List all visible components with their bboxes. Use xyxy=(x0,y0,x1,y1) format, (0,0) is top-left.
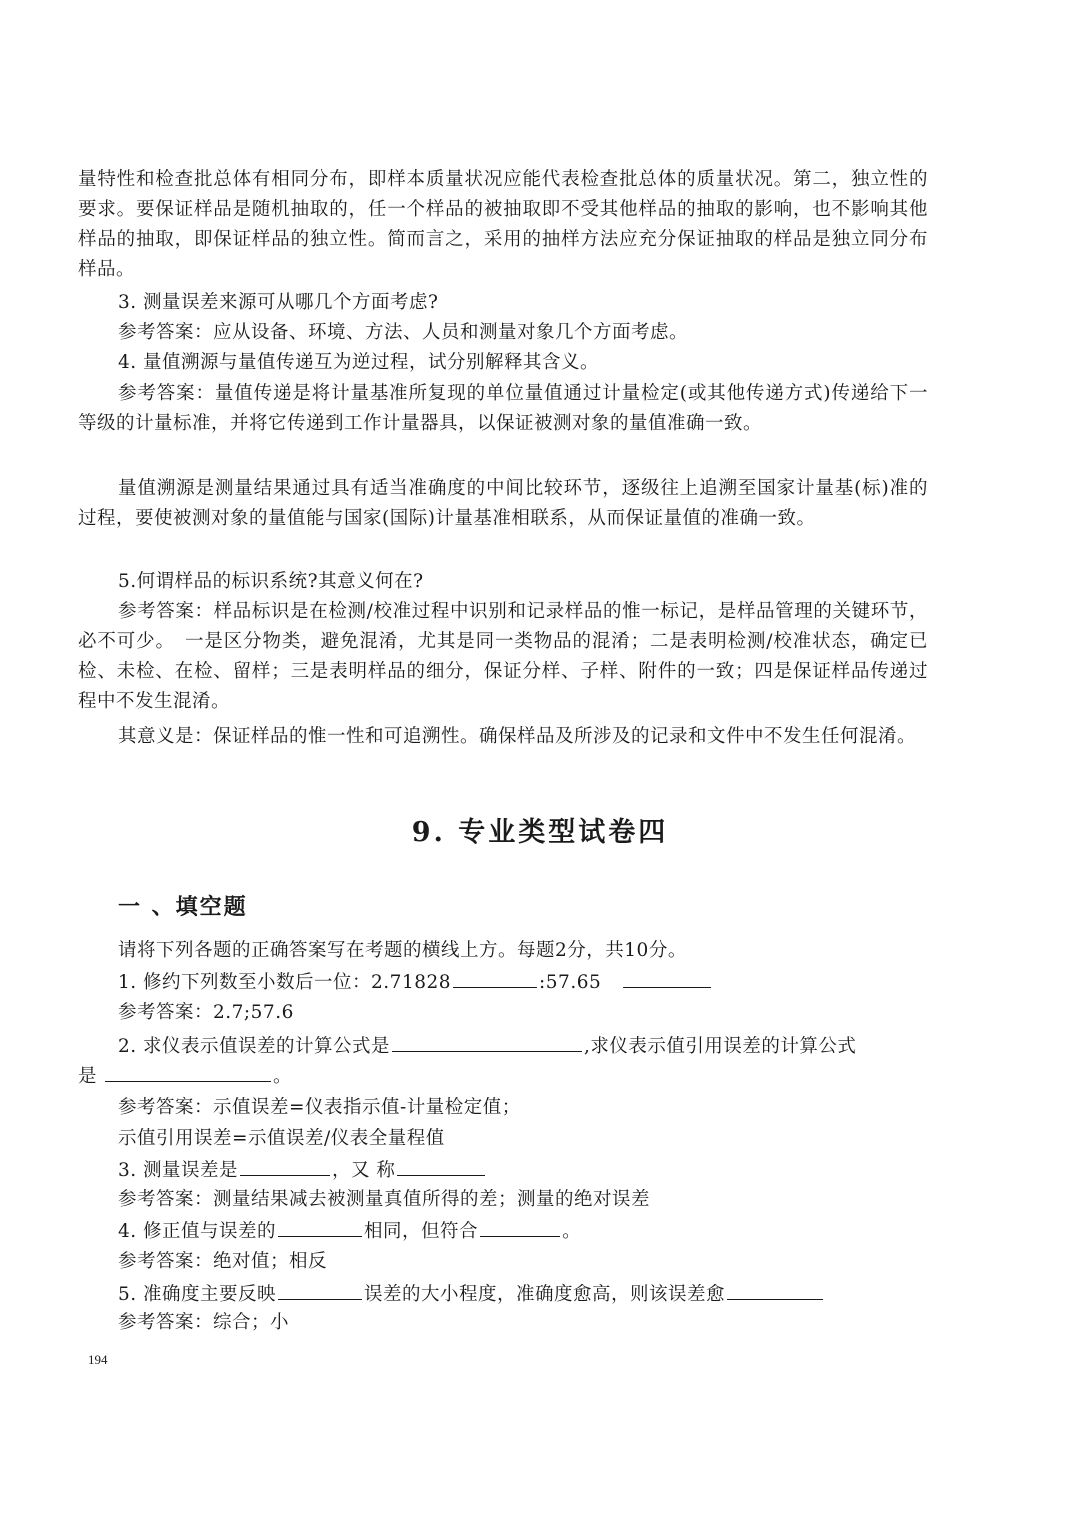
answer-blank xyxy=(240,1155,330,1176)
answer-blank xyxy=(392,1031,582,1052)
answer-blank xyxy=(397,1155,485,1176)
fill-answer-1: 参考答案：2.7;57.6 xyxy=(118,1002,294,1023)
fill-question-1-text-b: :57.65 xyxy=(539,972,602,993)
answer-4-part2: 量值溯源是测量结果通过具有适当准确度的中间比较环节，逐级往上追溯至国家计量基(标)准的过程，要使被测对象的量值能与国家(国际)计量基准相联系，从而保证量值的准确一致。 xyxy=(78,478,928,529)
instruction: 请将下列各题的正确答案写在考题的横线上方。每题2分，共10分。 xyxy=(118,940,687,961)
fill-question-2-text-a: 2. 求仪表示值误差的计算公式是 xyxy=(118,1036,391,1057)
answer-blank xyxy=(105,1061,271,1082)
fill-question-2-line1 xyxy=(118,1031,856,1062)
section-title: 一 、填空题 xyxy=(118,894,248,920)
intro-paragraph: 量特性和检查批总体有相同分布，即样本质量状况应能代表检查批总体的质量状况。第二，独立性的要求。要保证样品是随机抽取的，任一个样品的被抽取即不受其他样品的抽取的影响，也不影响其他样品的抽取，即保证样品的独立性。简而言之，采用的抽样方法应充分保证抽取的样品是独立同分布样品。 xyxy=(78,169,928,280)
question-4: 4. 量值溯源与量值传递互为逆过程，试分别解释其含义。 xyxy=(118,352,600,373)
answer-blank xyxy=(453,967,537,988)
fill-question-4 xyxy=(118,1216,581,1247)
fill-question-5-text-b: 误差的大小程度，准确度愈高，则该误差愈 xyxy=(364,1284,726,1305)
fill-question-4-text-a: 4. 修正值与误差的 xyxy=(118,1221,277,1242)
fill-question-4-text-b: 相同，但符合 xyxy=(364,1221,479,1242)
chapter-title: 9. 专业类型试卷四 xyxy=(411,817,669,848)
question-3: 3. 测量误差来源可从哪几个方面考虑? xyxy=(118,292,439,313)
answer-blank xyxy=(480,1216,560,1237)
answer-3: 参考答案：应从设备、环境、方法、人员和测量对象几个方面考虑。 xyxy=(118,322,689,343)
fill-question-5-text-a: 5. 准确度主要反映 xyxy=(118,1284,277,1305)
answer-blank xyxy=(727,1279,823,1300)
fill-question-3-text-b: ，又 称 xyxy=(332,1160,396,1181)
fill-question-2-text-c: 是 xyxy=(78,1066,98,1087)
question-5: 5.何谓样品的标识系统?其意义何在? xyxy=(118,571,424,592)
answer-4-part1: 参考答案：量值传递是将计量基准所复现的单位量值通过计量检定(或其他传递方式)传递给下一等级的计量标准，并将它传递到工作计量器具，以保证被测对象的量值准确一致。 xyxy=(78,383,928,434)
answer-blank xyxy=(623,967,711,988)
fill-question-3-text-a: 3. 测量误差是 xyxy=(118,1160,239,1181)
page-number: 194 xyxy=(88,1352,108,1367)
answer-5-part1: 参考答案：样品标识是在检测/校准过程中识别和记录样品的惟一标记，是样品管理的关键环节，必不可少。 一是区分物类，避免混淆，尤其是同一类物品的混淆；二是表明检测/校准状态，确定已检、未检、在检、留样；三是表明样品的细分，保证分样、子样、附件的一致；四是保证样品传递过程中不发生混淆。 xyxy=(78,601,928,712)
fill-question-4-text-c: 。 xyxy=(562,1221,582,1242)
fill-answer-5: 参考答案：综合；小 xyxy=(118,1312,290,1333)
fill-question-2-line2 xyxy=(78,1061,292,1092)
fill-question-5 xyxy=(118,1279,825,1310)
fill-question-2-text-d: 。 xyxy=(273,1066,293,1087)
answer-blank xyxy=(278,1279,362,1300)
fill-answer-2-line2: 示值引用误差=示值误差/仪表全量程值 xyxy=(118,1128,445,1149)
fill-answer-3: 参考答案：测量结果减去被测量真值所得的差；测量的绝对误差 xyxy=(118,1189,651,1210)
answer-5-part2: 其意义是：保证样品的惟一性和可追溯性。确保样品及所涉及的记录和文件中不发生任何混淆。 xyxy=(118,726,917,747)
fill-answer-4: 参考答案：绝对值；相反 xyxy=(118,1251,328,1272)
fill-question-1 xyxy=(118,967,713,998)
fill-question-1-text-a: 1. 修约下列数至小数后一位：2.71828 xyxy=(118,972,452,993)
fill-answer-2-line1: 参考答案：示值误差=仪表指示值-计量检定值； xyxy=(118,1097,521,1118)
fill-question-2-text-b: ,求仪表示值引用误差的计算公式 xyxy=(584,1036,857,1057)
answer-blank xyxy=(278,1216,362,1237)
fill-question-3 xyxy=(118,1155,487,1186)
